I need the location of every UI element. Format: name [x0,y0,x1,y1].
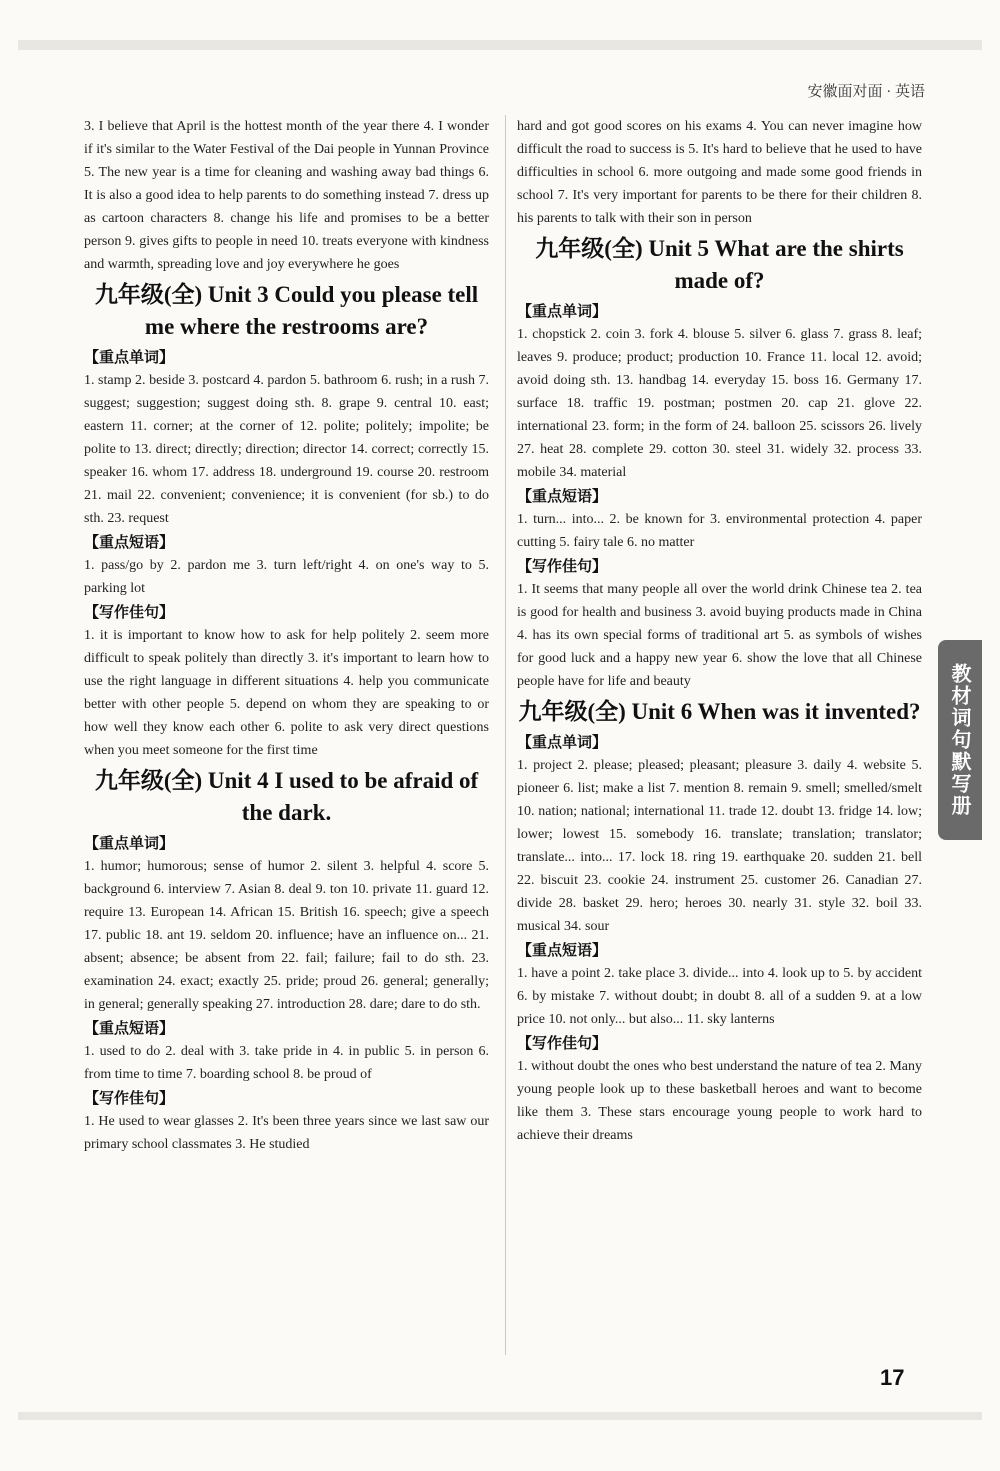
answer-paragraph: 3. I believe that April is the hottest month of the year there 4. I wonder if it's similar to the Water Festival of the Dai people in Yunnan Province 5. The new year is a time for cleaning and washing away bad things 6. It is also a good idea to help parents to do something instead 7. dress up as cartoon characters 8. change his life and promises to be a better person 9. gives gifts to people in need 10. treats everyone with kindness and warmth, spreading love and joy everywhere he goes [84,119,489,272]
answer-paragraph: 1. humor; humorous; sense of humor 2. silent 3. helpful 4. score 5. background 6. interview 7. Asian 8. deal 9. ton 10. private 11. guard 12. require 13. European 14. African 15. British 16. speech; give a speech 17. public 18. ant 19. seldom 20. influence; have an influence on... 21. absent; absence; be absent from 22. fail; failure; fail to do sth. 23. examination 24. exact; exactly 25. pride; proud 26. general; generally; in general; generally speaking 27. introduction 28. dare; dare to do sth. [84,859,489,1012]
top-border [18,40,982,50]
page-number: 17 [880,1365,905,1390]
unit-title: 九年级(全) Unit 4 I used to be afraid of the dark. [94,768,479,825]
answer-paragraph: 1. He used to wear glasses 2. It's been three years since we last saw our primary school classmates 3. He studied [84,1114,489,1152]
answer-paragraph: 1. it is important to know how to ask for help politely 2. seem more difficult to speak politely than directly 3. it's important to learn how to use the right language in different situations 4. help you communicate better with other people 5. depend on whom they are speaking to or how well they know each other 6. polite to ask very direct questions when you meet someone for the first time [84,628,489,758]
section-heading: 【重点单词】 [517,302,608,320]
section-heading: 【写作佳句】 [84,1089,175,1107]
section-heading: 【重点单词】 [84,834,175,852]
section-heading: 【重点短语】 [517,487,608,505]
unit-title: 九年级(全) Unit 5 What are the shirts made of? [535,236,904,293]
answer-paragraph: hard and got good scores on his exams 4. You can never imagine how difficult the road to success is 5. It's hard to believe that he used to have difficulties in school 6. more outgoing and made some good friends in school 7. It's very important for parents to be there for their children 8. his parents to talk with their son in person [517,119,922,226]
section-heading: 【写作佳句】 [84,603,175,621]
answer-paragraph: 1. It seems that many people all over the world drink Chinese tea 2. tea is good for health and business 3. avoid buying products made in China 4. has its own special forms of traditional art 5. as symbols of wishes for good luck and a happy new year 6. show the love that all Chinese people have for life and beauty [517,582,922,689]
section-heading: 【重点短语】 [517,941,608,959]
side-tab: 教材词句默写册 [938,640,982,840]
left-column [84,115,489,1156]
section-heading: 【重点单词】 [84,348,175,366]
answer-paragraph: 1. chopstick 2. coin 3. fork 4. blouse 5. silver 6. glass 7. grass 8. leaf; leaves 9. produce; product; production 10. France 11. local 12. avoid; avoid doing sth. 13. handbag 14. everyday 15. boss 16. Germany 17. surface 18. traffic 19. postman; postmen 20. cap 21. glove 22. international 23. form; in the form of 24. balloon 25. scissors 26. lively 27. heat 28. complete 29. cotton 30. steel 31. widely 32. process 33. mobile 34. material [517,327,922,480]
right-column [517,115,922,1147]
answer-paragraph: 1. pass/go by 2. pardon me 3. turn left/right 4. on one's way to 5. parking lot [84,558,489,596]
unit-title: 九年级(全) Unit 6 When was it invented? [518,699,921,724]
column-divider [505,115,506,1355]
section-heading: 【重点短语】 [84,1019,175,1037]
unit-title: 九年级(全) Unit 3 Could you please tell me where the restrooms are? [94,282,479,339]
section-heading: 【重点单词】 [517,733,608,751]
running-header: 安徽面对面 · 英语 [807,84,925,100]
answer-paragraph: 1. without doubt the ones who best understand the nature of tea 2. Many young people look up to these basketball heroes and want to become like them 3. These stars encourage young people to work hard to achieve their dreams [517,1059,922,1143]
answer-paragraph: 1. turn... into... 2. be known for 3. environmental protection 4. paper cutting 5. fairy tale 6. no matter [517,512,922,550]
answer-paragraph: 1. stamp 2. beside 3. postcard 4. pardon 5. bathroom 6. rush; in a rush 7. suggest; suggestion; suggest doing sth. 8. grape 9. central 10. east; eastern 11. corner; at the corner of 12. polite; politely; impolite; be polite to 13. direct; directly; direction; director 14. correct; correctly 15. speaker 16. whom 17. address 18. underground 19. course 20. restroom 21. mail 22. convenient; convenience; it is convenient (for sb.) to do sth. 23. request [84,373,489,526]
section-heading: 【重点短语】 [84,533,175,551]
answer-paragraph: 1. project 2. please; pleased; pleasant; pleasure 3. daily 4. website 5. pioneer 6. list; make a list 7. mention 8. remain 9. smell; smelled/smelt 10. nation; national; international 11. trade 12. doubt 13. fridge 14. low; lower; lowest 15. somebody 16. translate; translation; translator; translate... into... 17. lock 18. ring 19. earthquake 20. sudden 21. bell 22. biscuit 23. cookie 24. instrument 25. customer 26. Canadian 27. divide 28. basket 29. hero; heroes 30. nearly 31. style 32. boil 33. musical 34. sour [517,758,922,934]
section-heading: 【写作佳句】 [517,1034,608,1052]
answer-paragraph: 1. have a point 2. take place 3. divide... into 4. look up to 5. by accident 6. by mistake 7. without doubt; in doubt 8. all of a sudden 9. at a low price 10. not only... but also... 11. sky lanterns [517,966,922,1027]
section-heading: 【写作佳句】 [517,557,608,575]
bottom-border [18,1412,982,1420]
answer-paragraph: 1. used to do 2. deal with 3. take pride in 4. in public 5. in person 6. from time to time 7. boarding school 8. be proud of [84,1044,489,1082]
